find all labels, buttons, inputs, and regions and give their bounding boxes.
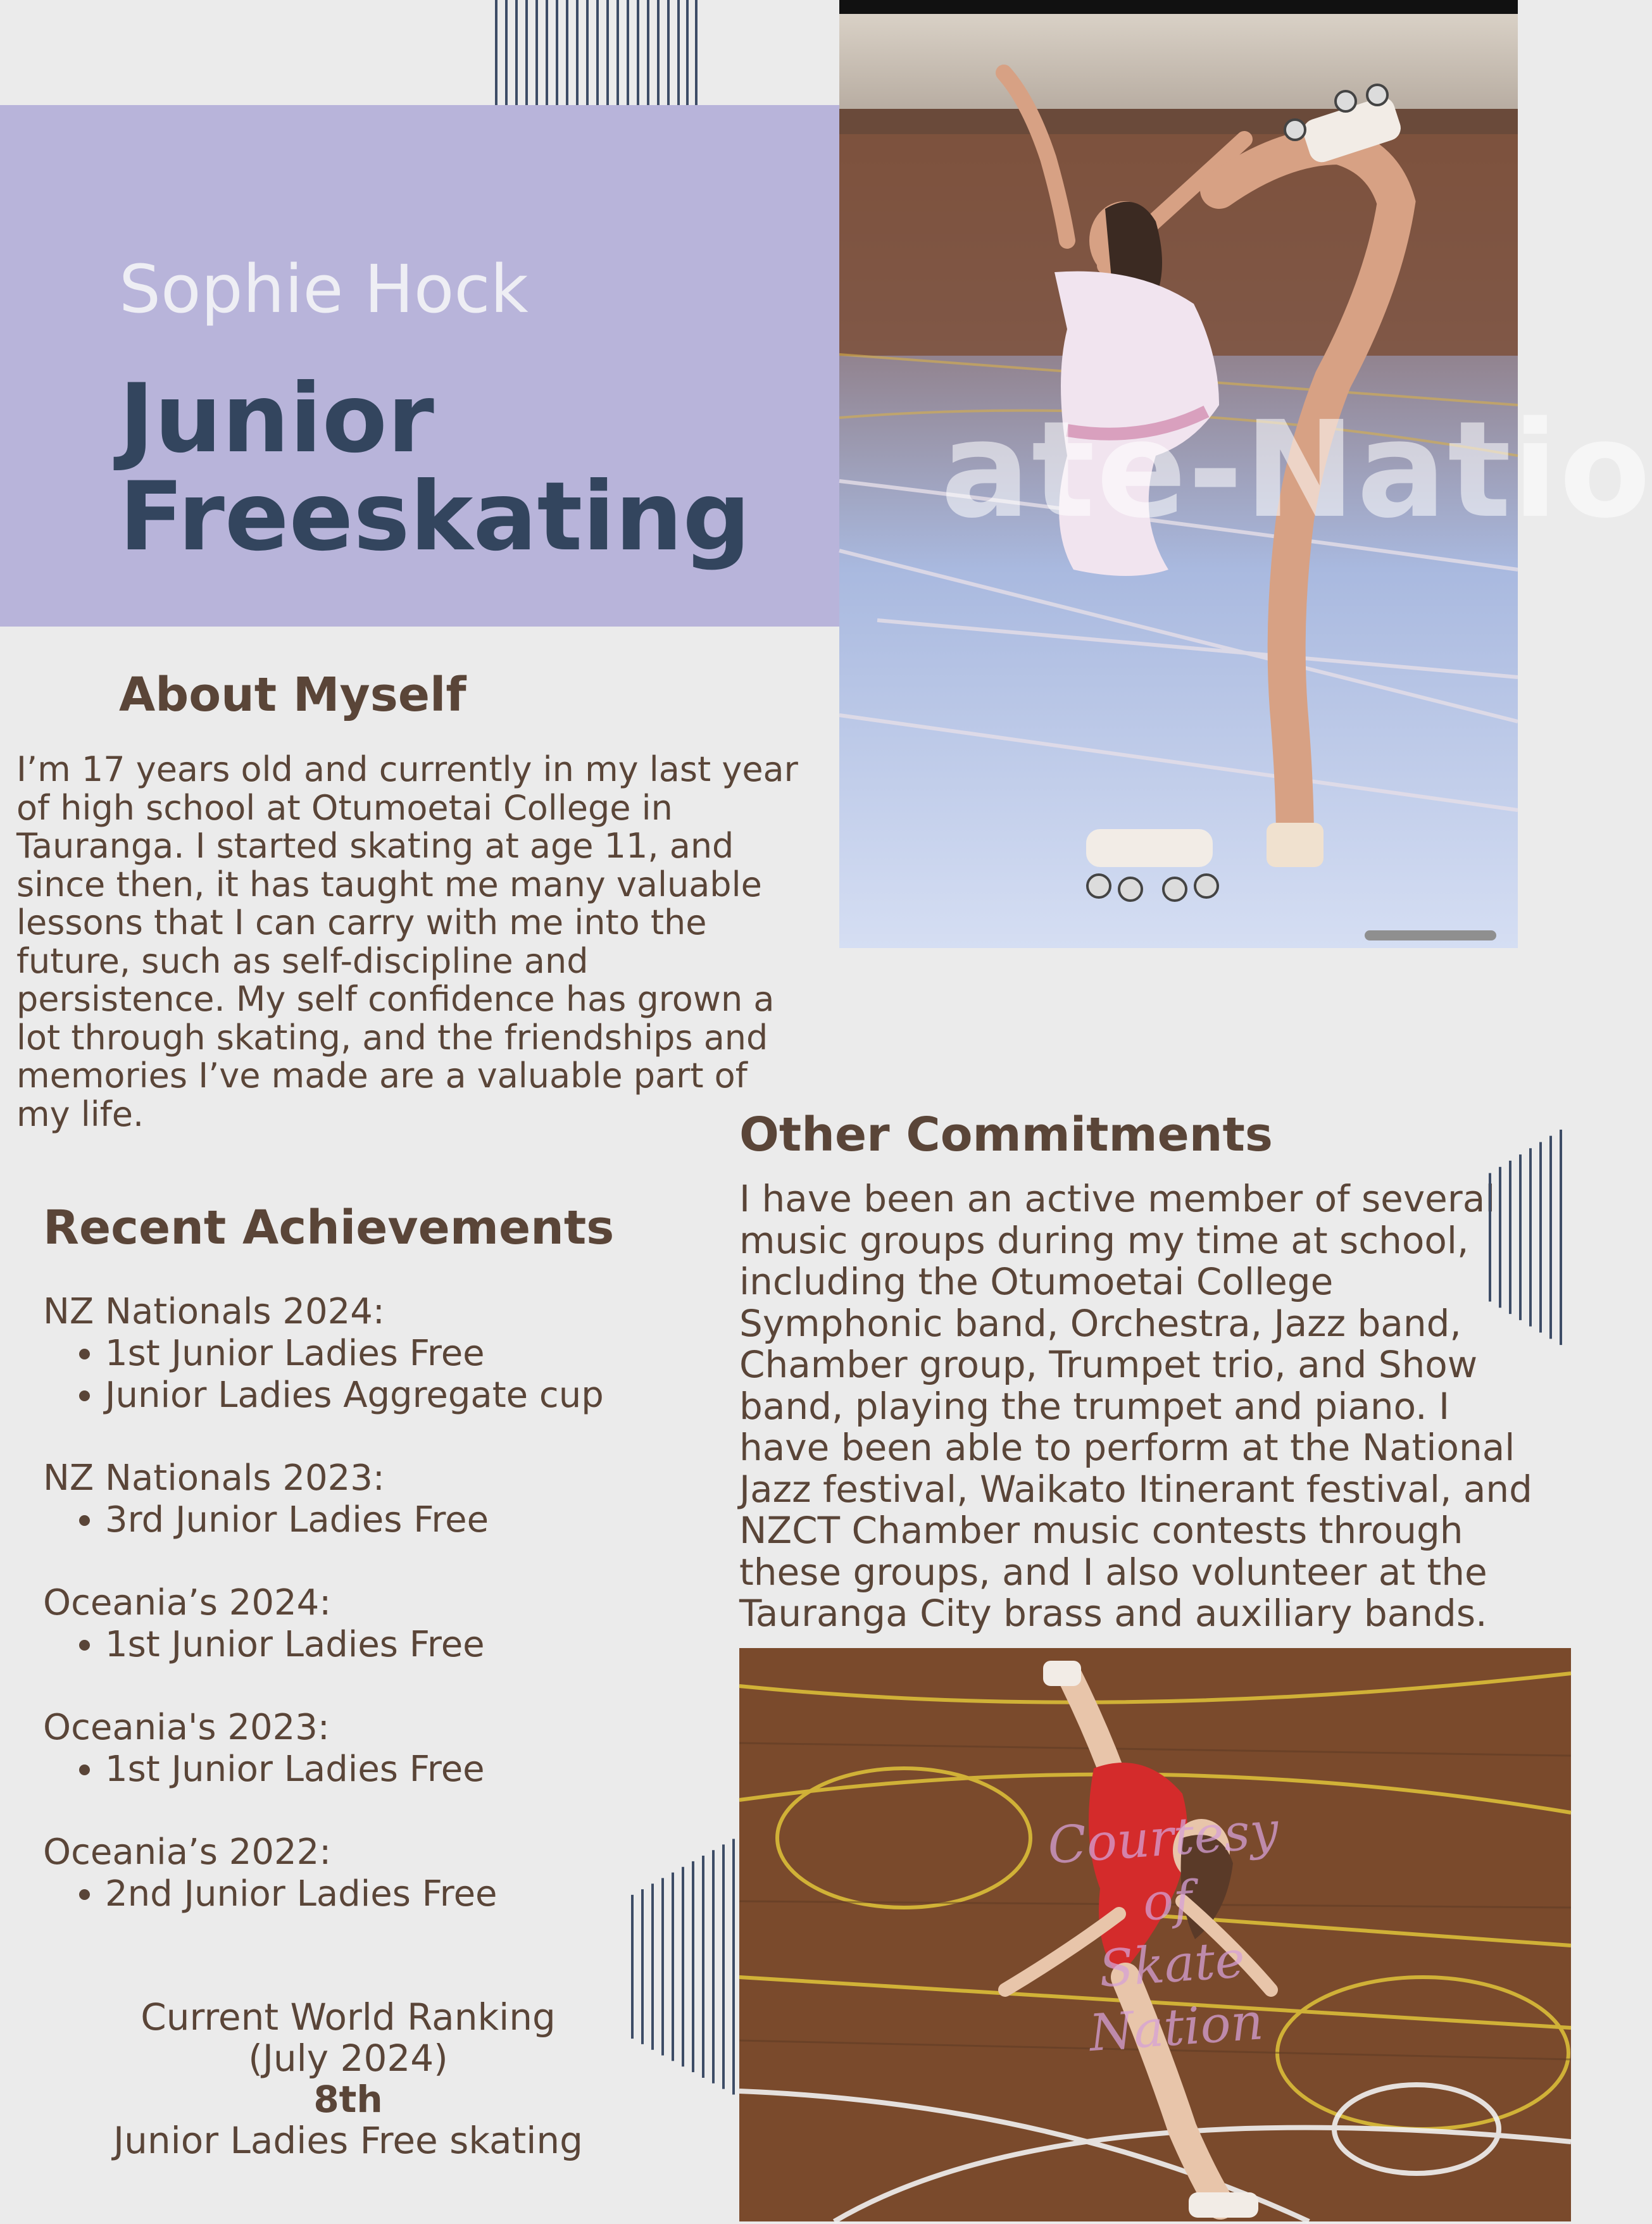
- about-line: Tauranga. I started skating at age 11, and: [16, 826, 734, 866]
- skater-photo-bottom: [739, 1648, 1571, 2221]
- other-commitments-heading: Other Commitments: [739, 1108, 1273, 1162]
- right-stripe-decoration: [1487, 1123, 1571, 1351]
- about-text: [16, 751, 852, 1134]
- achievement-group: [43, 1707, 676, 1790]
- other-line: Symphonic band, Orchestra, Jazz band,: [739, 1301, 1461, 1345]
- about-line: I’m 17 years old and currently in my last year: [16, 749, 798, 789]
- achievements-list: [43, 1291, 676, 1956]
- other-commitments-text: [739, 1178, 1562, 1635]
- about-line: future, such as self-discipline and: [16, 940, 589, 981]
- page-title-line-1: Junior: [119, 364, 434, 474]
- achievement-event: NZ Nationals 2024:: [43, 1291, 385, 1332]
- achievement-item: • 1st Junior Ladies Free: [105, 1624, 676, 1666]
- achievement-event: Oceania’s 2022:: [43, 1832, 332, 1873]
- photo-credit-watermark: [997, 1795, 1343, 2070]
- watermark-line: Skate Nation: [1087, 1929, 1265, 2063]
- about-line: of high school at Otumoetai College in: [16, 787, 673, 828]
- achievement-item: • 2nd Junior Ladies Free: [105, 1873, 676, 1915]
- achievement-group: [43, 1458, 676, 1541]
- achievement-item: • 1st Junior Ladies Free: [105, 1333, 676, 1375]
- other-line: these groups, and I also volunteer at the: [739, 1550, 1487, 1594]
- about-line: persistence. My self confidence has grown a: [16, 979, 775, 1019]
- achievement-group: [43, 1832, 676, 1915]
- ranking-category: Junior Ladies Free skating: [113, 2119, 583, 2162]
- achievement-group: [43, 1291, 676, 1416]
- other-line: Tauranga City brass and auxiliary bands.: [739, 1592, 1487, 1635]
- about-line: my life.: [16, 1094, 144, 1134]
- photo-scroll-indicator[interactable]: [1365, 930, 1496, 940]
- achievement-event: Oceania’s 2024:: [43, 1582, 332, 1623]
- achievements-heading: Recent Achievements: [43, 1201, 615, 1255]
- other-line: NZCT Chamber music contests through: [739, 1509, 1463, 1552]
- other-line: Jazz festival, Waikato Itinerant festival, and: [739, 1467, 1532, 1511]
- page-title: [119, 364, 751, 572]
- ranking-value: 8th: [313, 2078, 383, 2121]
- other-line: music groups during my time at school,: [739, 1218, 1469, 1262]
- achievement-item: • Junior Ladies Aggregate cup: [105, 1375, 676, 1416]
- skater-photo-top: [839, 0, 1652, 948]
- achievement-item: • 1st Junior Ladies Free: [105, 1749, 676, 1790]
- achievement-group: [43, 1582, 676, 1666]
- photo-watermark: ate-Natio: [941, 392, 1652, 547]
- other-line: band, playing the trumpet and piano. I: [739, 1384, 1450, 1428]
- about-line: since then, it has taught me many valuable: [16, 864, 762, 904]
- athlete-name: Sophie Hock: [119, 251, 529, 328]
- achievement-event: NZ Nationals 2023:: [43, 1458, 385, 1499]
- other-line: Chamber group, Trumpet trio, and Show: [739, 1343, 1478, 1386]
- about-heading: About Myself: [119, 668, 466, 722]
- about-line: memories I’ve made are a valuable part of: [16, 1056, 748, 1096]
- ranking-label: Current World Ranking: [141, 1996, 556, 2039]
- about-line: lessons that I can carry with me into the: [16, 903, 707, 942]
- page-title-line-2: Freeskating: [119, 461, 751, 572]
- other-line: including the Otumoetai College: [739, 1260, 1334, 1303]
- watermark-line: of: [1141, 1870, 1194, 1932]
- other-line: I have been an active member of several: [739, 1177, 1496, 1220]
- achievement-item: • 3rd Junior Ladies Free: [105, 1499, 676, 1541]
- achievement-event: Oceania's 2023:: [43, 1707, 330, 1748]
- watermark-line: Courtesy: [1046, 1800, 1280, 1875]
- ranking-date: (July 2024): [248, 2037, 448, 2080]
- other-line: have been able to perform at the National: [739, 1426, 1515, 1469]
- world-ranking: [44, 1997, 652, 2161]
- about-line: lot through skating, and the friendships and: [16, 1017, 768, 1058]
